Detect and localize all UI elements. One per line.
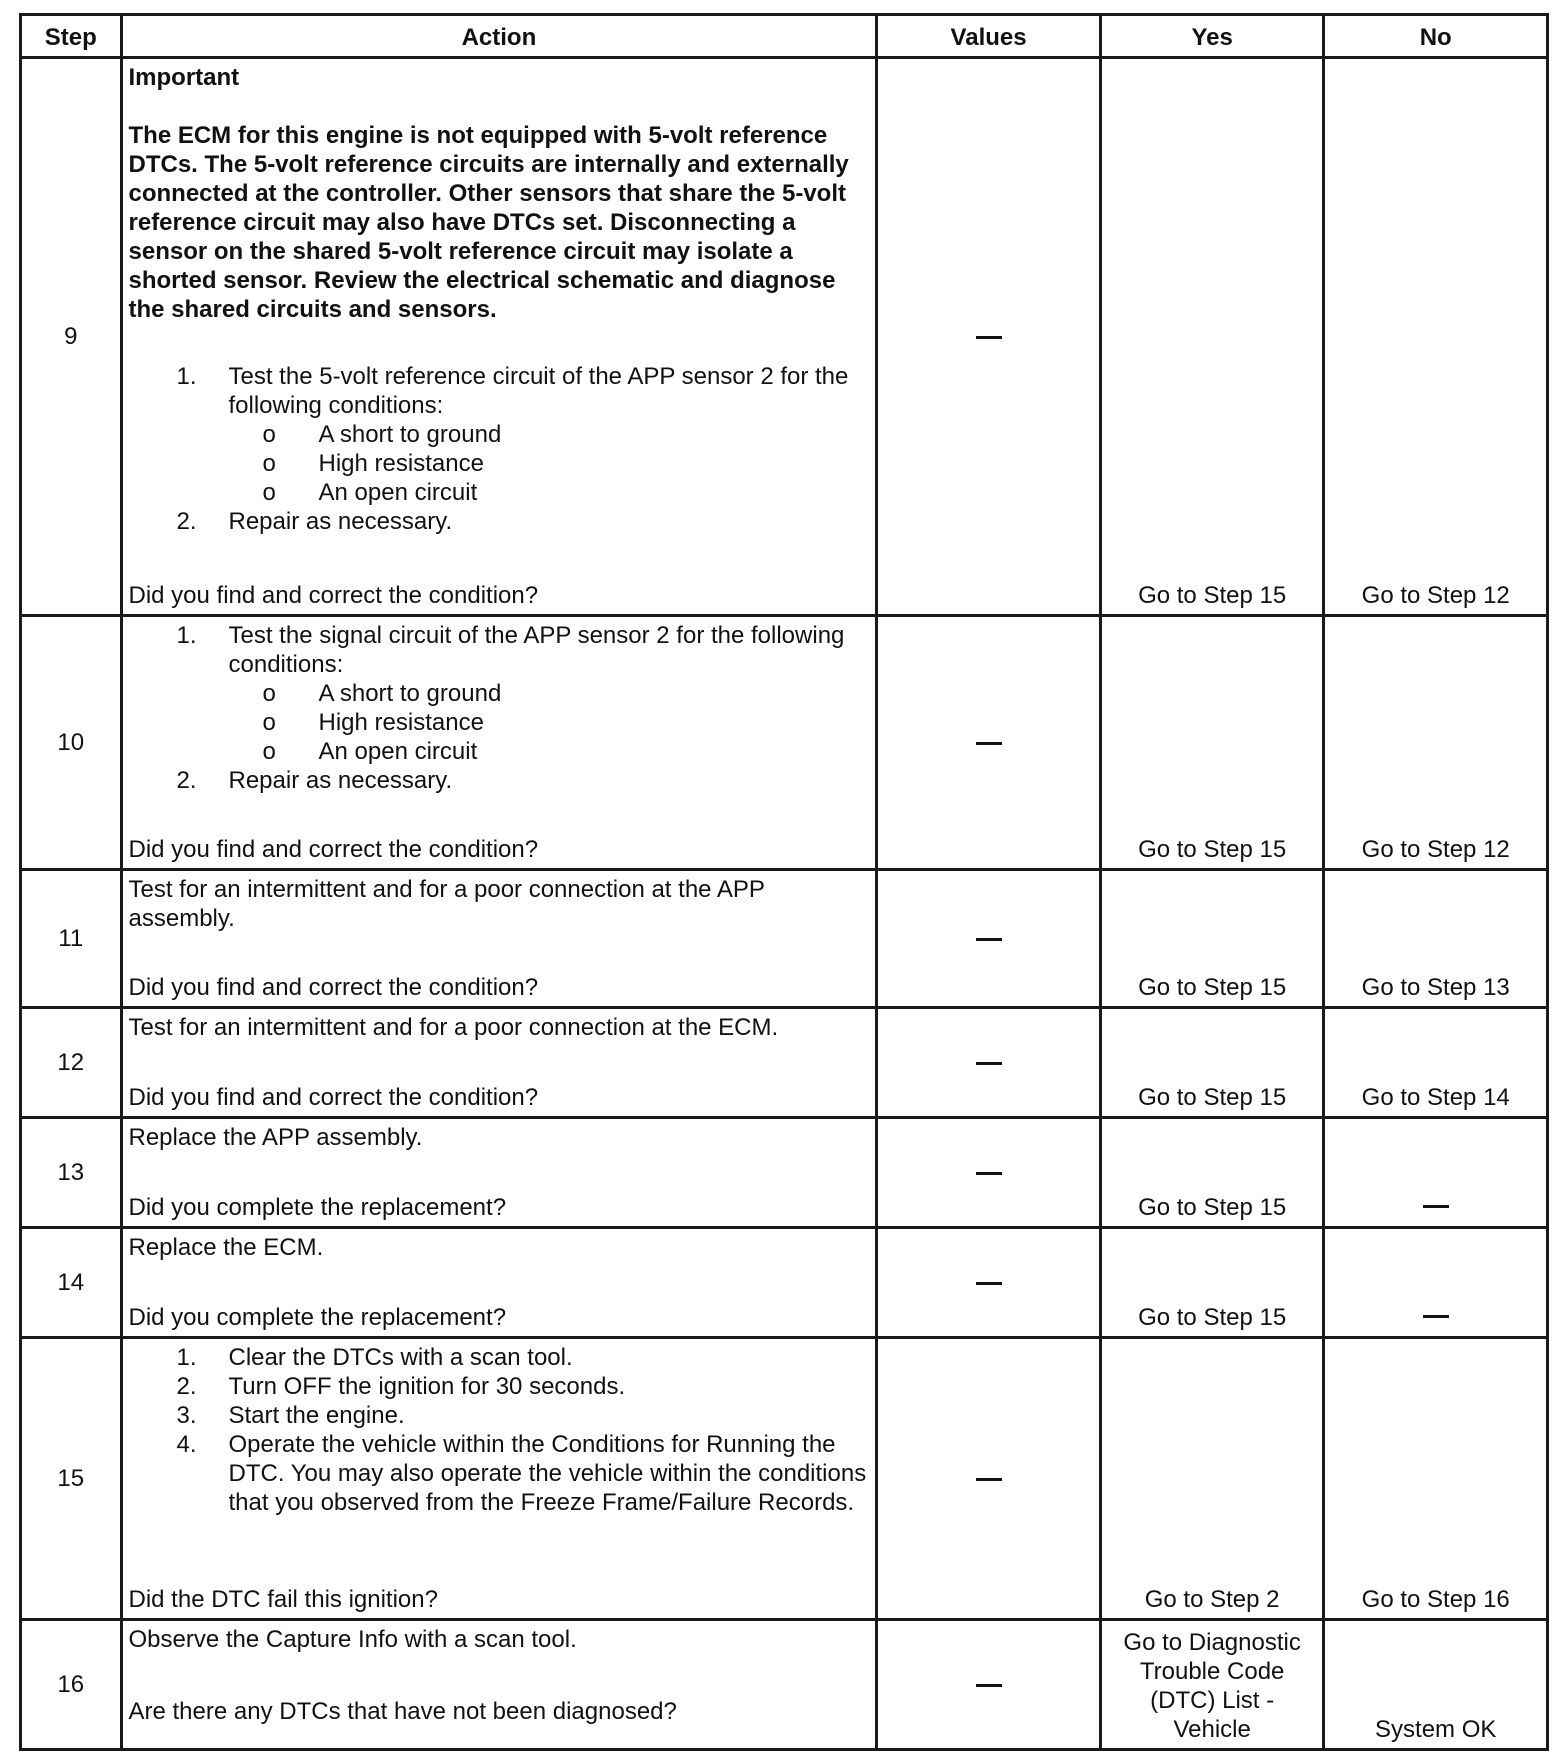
- question-text: Did you find and correct the condition?: [128, 1084, 539, 1111]
- dash-icon: [976, 1172, 1002, 1175]
- no-cell: [1324, 1338, 1548, 1620]
- question-text: Did the DTC fail this ignition?: [128, 1586, 438, 1613]
- question-text: Did you find and correct the condition?: [128, 582, 539, 609]
- action-cell: [121, 870, 877, 1008]
- dash-icon: [976, 1478, 1002, 1481]
- yes-cell: [1100, 1338, 1324, 1620]
- list-item: [129, 766, 870, 795]
- yes-link[interactable]: Go to Step 15: [1138, 1304, 1287, 1331]
- action-cell: [121, 58, 877, 616]
- action-cell: [121, 1118, 877, 1228]
- item-text: Test the signal circuit of the APP sensor 2 for the following conditions:: [228, 622, 845, 678]
- bullet-icon: o: [262, 450, 276, 477]
- bullet-icon: o: [262, 680, 276, 707]
- list-item: [219, 478, 870, 507]
- dash-icon: [976, 1282, 1002, 1285]
- item-text: Turn OFF the ignition for 30 seconds.: [228, 1373, 626, 1400]
- item-text: Repair as necessary.: [228, 767, 453, 794]
- item-text: High resistance: [318, 709, 484, 736]
- list-item: [129, 1372, 870, 1401]
- table-row: [21, 1620, 1548, 1750]
- dash-icon: [976, 1684, 1002, 1687]
- header-yes: Yes: [1100, 15, 1324, 58]
- action-cell: [121, 1338, 877, 1620]
- important-title: Important: [128, 64, 240, 91]
- item-number: 2.: [176, 1373, 197, 1400]
- header-values: Values: [877, 15, 1101, 58]
- header-action: Action: [121, 15, 877, 58]
- item-number: 1.: [176, 622, 197, 649]
- item-text: High resistance: [318, 450, 484, 477]
- no-link[interactable]: Go to Step 12: [1361, 836, 1510, 863]
- diagnostic-table: [19, 13, 1549, 1751]
- dash-icon: [1423, 1315, 1449, 1318]
- action-text: Replace the ECM.: [128, 1234, 324, 1261]
- yes-cell: [1100, 58, 1324, 616]
- item-text: Repair as necessary.: [228, 508, 453, 535]
- no-cell: [1324, 1008, 1548, 1118]
- values-cell: [877, 1620, 1101, 1750]
- action-text: Test for an intermittent and for a poor connection at the ECM.: [128, 1014, 779, 1041]
- yes-cell: [1100, 1008, 1324, 1118]
- yes-link[interactable]: Go to Step 15: [1138, 1194, 1287, 1221]
- list-item: [129, 362, 870, 507]
- yes-link[interactable]: Go to Step 15: [1138, 582, 1287, 609]
- no-cell: [1324, 870, 1548, 1008]
- list-item: [219, 679, 870, 708]
- action-text: Observe the Capture Info with a scan tool.: [128, 1626, 577, 1653]
- item-number: 3.: [176, 1402, 197, 1429]
- question-text: Are there any DTCs that have not been diagnosed?: [128, 1698, 677, 1725]
- values-cell: [877, 1008, 1101, 1118]
- item-text: Start the engine.: [228, 1402, 405, 1429]
- no-cell: [1324, 58, 1548, 616]
- yes-cell: [1100, 1228, 1324, 1338]
- no-link[interactable]: Go to Step 12: [1361, 582, 1510, 609]
- list-item: [129, 1401, 870, 1430]
- values-cell: [877, 870, 1101, 1008]
- item-text: Test the 5-volt reference circuit of the APP sensor 2 for the following conditions:: [228, 363, 849, 419]
- item-text: Clear the DTCs with a scan tool.: [228, 1344, 573, 1371]
- list-item: [219, 708, 870, 737]
- item-text: A short to ground: [318, 421, 502, 448]
- dash-icon: [976, 938, 1002, 941]
- list-item: [219, 737, 870, 766]
- yes-cell: [1100, 870, 1324, 1008]
- bullet-icon: o: [262, 421, 276, 448]
- list-item: [219, 420, 870, 449]
- dash-icon: [976, 336, 1002, 339]
- question-text: Did you complete the replacement?: [128, 1304, 507, 1331]
- action-cell: [121, 1620, 877, 1750]
- bullet-icon: o: [262, 709, 276, 736]
- step-number: 10: [21, 616, 122, 870]
- yes-cell: [1100, 1118, 1324, 1228]
- no-cell: [1324, 1620, 1548, 1750]
- yes-link[interactable]: Go to Step 2: [1144, 1586, 1280, 1613]
- item-text: A short to ground: [318, 680, 502, 707]
- table-row: [21, 1008, 1548, 1118]
- values-cell: [877, 1338, 1101, 1620]
- header-no: No: [1324, 15, 1548, 58]
- procedure-list: [129, 362, 870, 536]
- item-text: Operate the vehicle within the Conditions for Running the DTC. You may also operate the vehicle within the conditions that you observed from the Freeze Frame/Failure Records.: [228, 1431, 867, 1516]
- item-number: 1.: [176, 363, 197, 390]
- yes-link[interactable]: Go to Step 15: [1138, 1084, 1287, 1111]
- list-item: [129, 1343, 870, 1372]
- dash-icon: [1423, 1205, 1449, 1208]
- no-cell: [1324, 1228, 1548, 1338]
- question-text: Did you complete the replacement?: [128, 1194, 507, 1221]
- yes-link[interactable]: Go to Diagnostic Trouble Code (DTC) List - Vehicle: [1123, 1629, 1301, 1743]
- step-number: 15: [21, 1338, 122, 1620]
- list-item: [129, 507, 870, 536]
- action-cell: [121, 616, 877, 870]
- item-number: 1.: [176, 1344, 197, 1371]
- list-item: [129, 1430, 870, 1517]
- important-body: The ECM for this engine is not equipped with 5-volt reference DTCs. The 5-volt reference circuits are internally and externally connected at the controller. Other sensors that share the 5-volt reference circuit may also have DTCs set. Disconnecting a sensor on the shared 5-volt reference circuit may isolate a shorted sensor. Review the electrical schematic and diagnose the shared circuits and sensors.: [128, 122, 849, 323]
- header-step: Step: [21, 15, 122, 58]
- action-cell: [121, 1228, 877, 1338]
- table-row: [21, 1118, 1548, 1228]
- question-text: Did you find and correct the condition?: [128, 836, 539, 863]
- bullet-icon: o: [262, 479, 276, 506]
- item-text: An open circuit: [318, 738, 478, 765]
- no-link[interactable]: Go to Step 16: [1361, 1586, 1510, 1613]
- yes-link[interactable]: Go to Step 15: [1138, 836, 1287, 863]
- item-number: 2.: [176, 508, 197, 535]
- table-row: [21, 616, 1548, 870]
- yes-link[interactable]: Go to Step 15: [1138, 974, 1287, 1001]
- yes-cell: [1100, 1620, 1324, 1750]
- action-text: Replace the APP assembly.: [128, 1124, 423, 1151]
- item-number: 2.: [176, 767, 197, 794]
- step-number: 9: [21, 58, 122, 616]
- table-row: [21, 1228, 1548, 1338]
- item-text: An open circuit: [318, 479, 478, 506]
- action-text: Test for an intermittent and for a poor connection at the APP assembly.: [128, 876, 765, 932]
- no-status: System OK: [1375, 1716, 1497, 1743]
- header-row: [21, 15, 1548, 58]
- values-cell: [877, 1118, 1101, 1228]
- list-item: [219, 449, 870, 478]
- table-row: [21, 58, 1548, 616]
- dash-icon: [976, 742, 1002, 745]
- dash-icon: [976, 1062, 1002, 1065]
- item-number: 4.: [176, 1431, 197, 1458]
- bullet-list: [229, 679, 870, 766]
- step-number: 12: [21, 1008, 122, 1118]
- values-cell: [877, 616, 1101, 870]
- values-cell: [877, 1228, 1101, 1338]
- table-row: [21, 870, 1548, 1008]
- no-cell: [1324, 616, 1548, 870]
- step-number: 14: [21, 1228, 122, 1338]
- bullet-icon: o: [262, 738, 276, 765]
- list-item: [129, 621, 870, 766]
- table-row: [21, 1338, 1548, 1620]
- values-cell: [877, 58, 1101, 616]
- step-number: 11: [21, 870, 122, 1008]
- action-cell: [121, 1008, 877, 1118]
- step-number: 13: [21, 1118, 122, 1228]
- step-number: 16: [21, 1620, 122, 1750]
- question-text: Did you find and correct the condition?: [128, 974, 539, 1001]
- procedure-list: [129, 1343, 870, 1517]
- no-link[interactable]: Go to Step 13: [1361, 974, 1510, 1001]
- bullet-list: [229, 420, 870, 507]
- no-link[interactable]: Go to Step 14: [1361, 1084, 1510, 1111]
- yes-cell: [1100, 616, 1324, 870]
- procedure-list: [129, 621, 870, 795]
- no-cell: [1324, 1118, 1548, 1228]
